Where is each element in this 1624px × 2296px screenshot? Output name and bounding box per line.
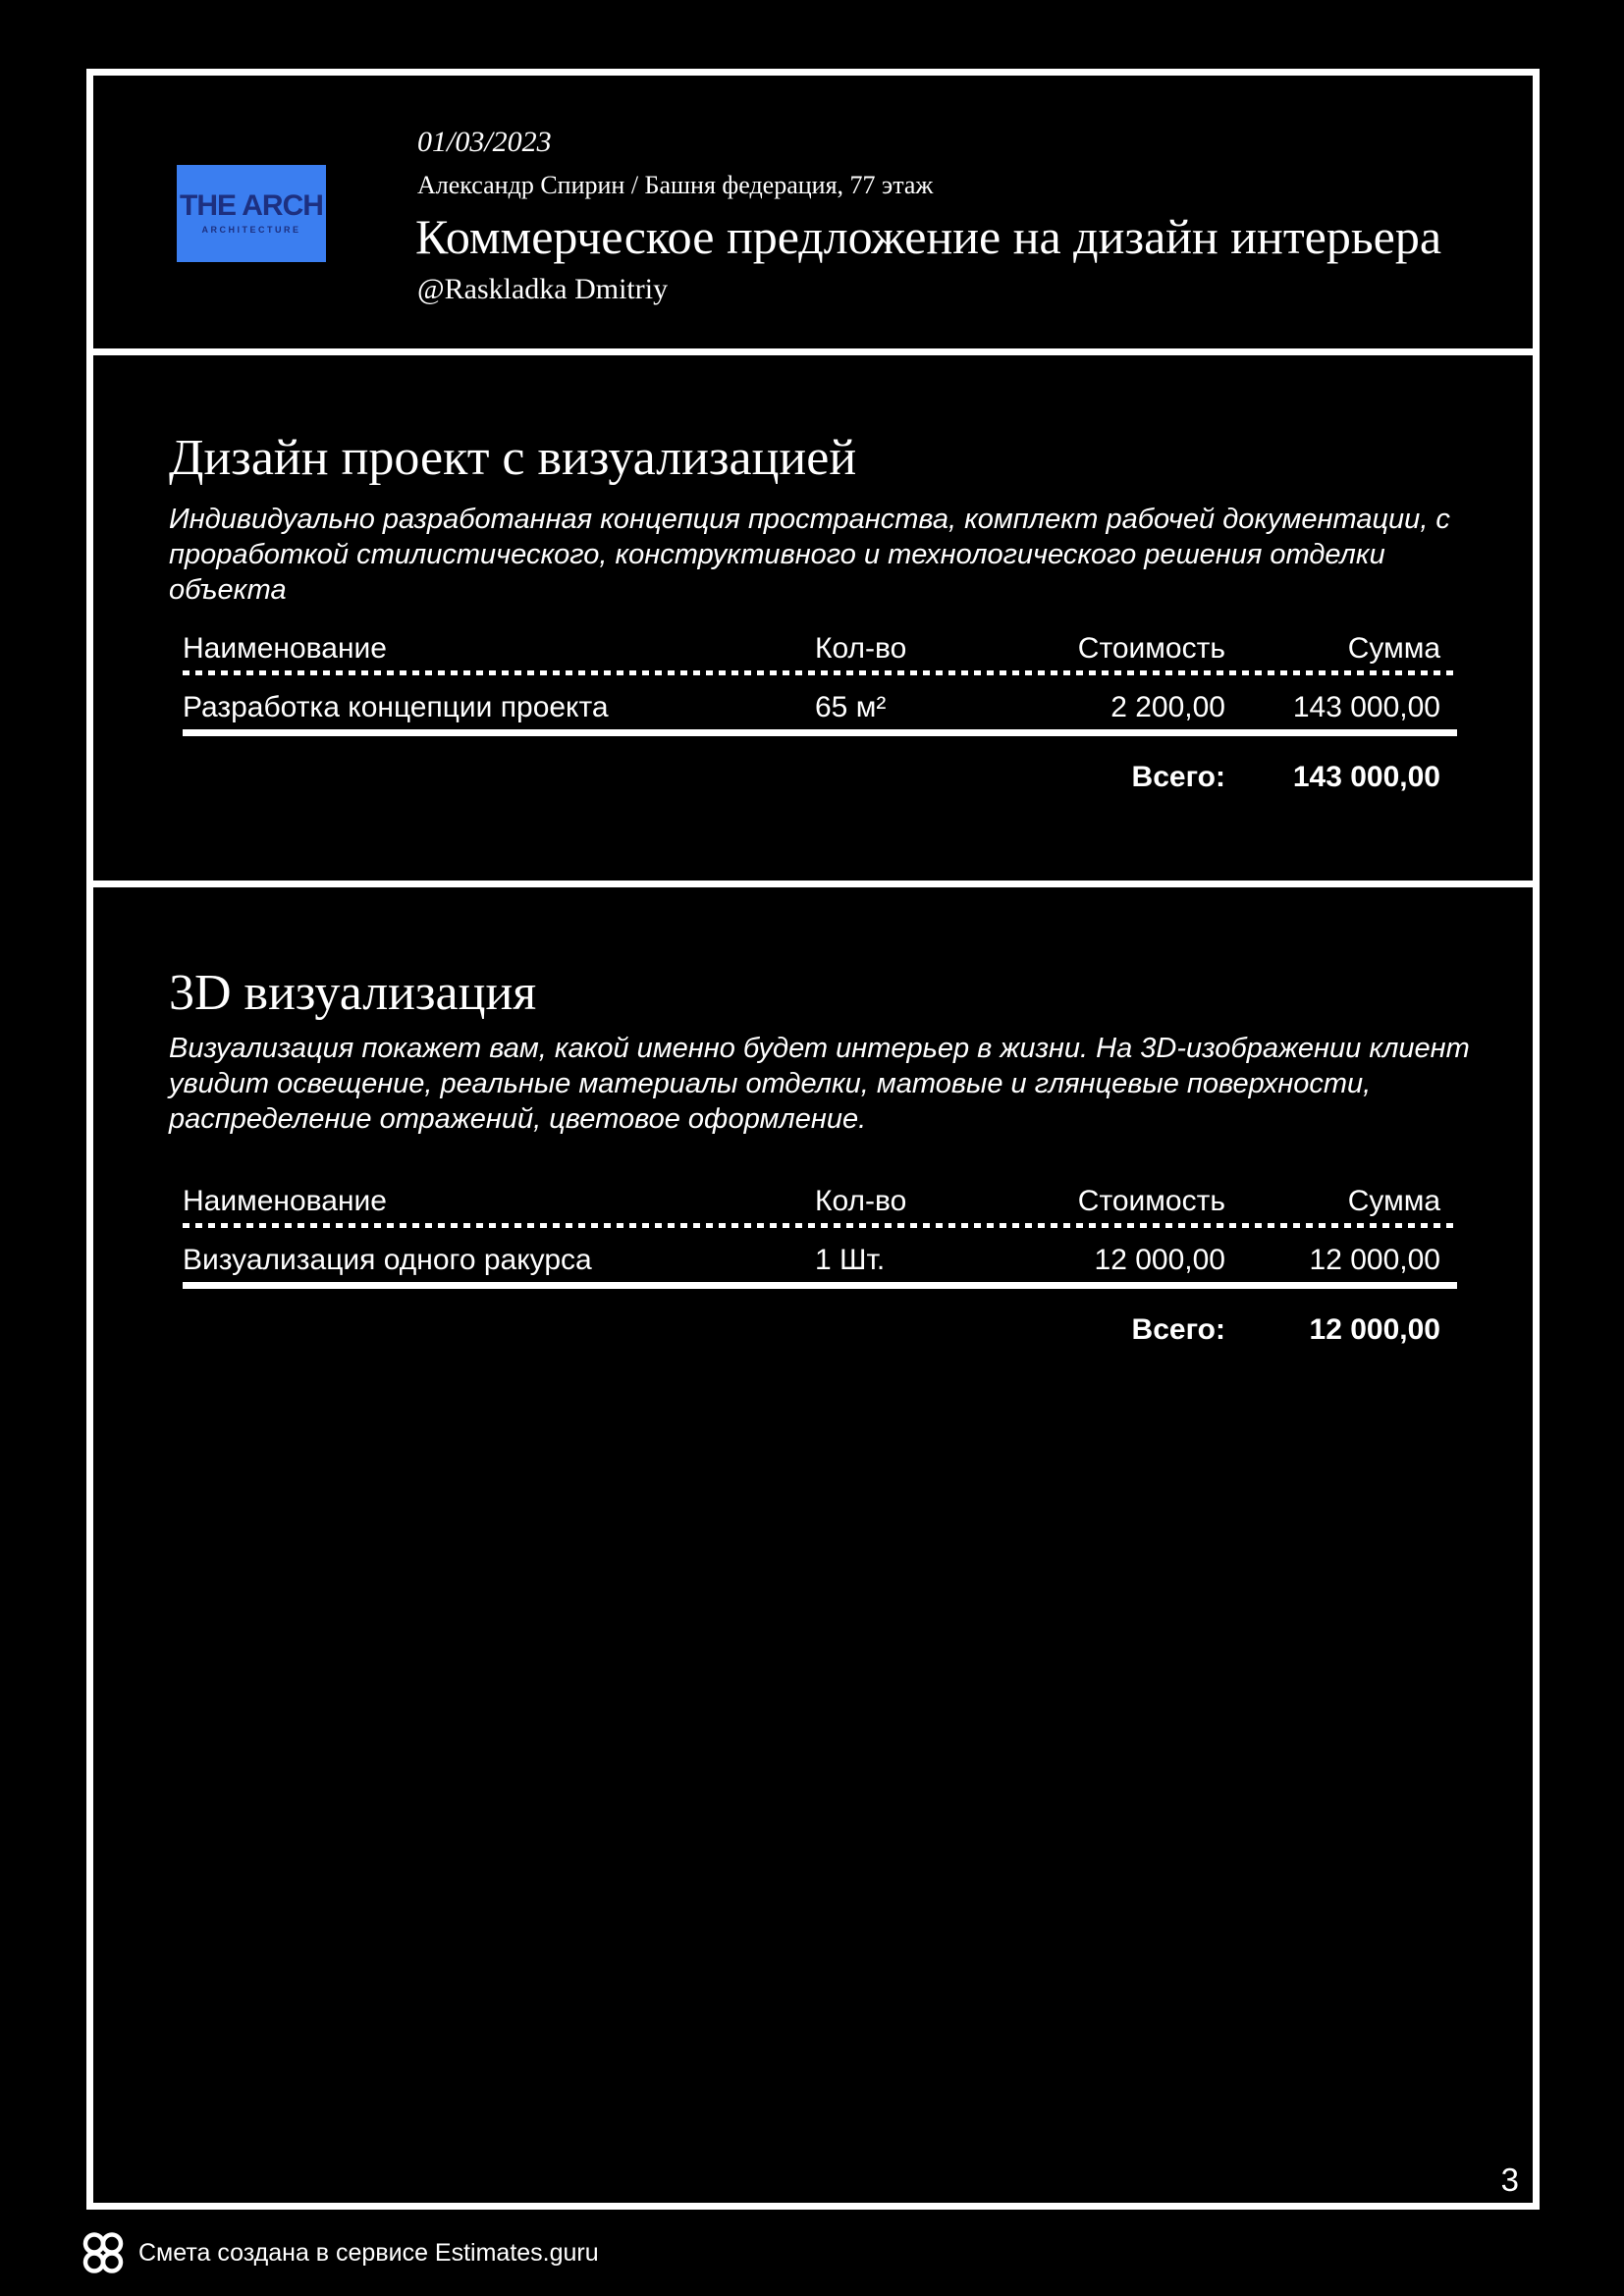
column-header-price: Стоимость: [1077, 1185, 1225, 1217]
page-title: Коммерческое предложение на дизайн интерьера: [415, 209, 1442, 264]
dotted-separator: [183, 1223, 1457, 1228]
table-header-row: [183, 1184, 1457, 1219]
cell-sum: 143 000,00: [1292, 691, 1440, 723]
cell-qty: 1 Шт.: [815, 1244, 886, 1276]
column-header-sum: Сумма: [1347, 1185, 1440, 1217]
cell-qty: 65 м²: [815, 691, 887, 723]
table-row: [183, 690, 1457, 725]
total-value: 143 000,00: [1292, 761, 1440, 793]
table-total-row: [183, 760, 1457, 795]
section-1-table: [183, 631, 1457, 795]
cell-sum: 12 000,00: [1309, 1244, 1440, 1276]
section-2-description: Визуализация покажет вам, какой именно будет интерьер в жизни. На 3D-изображении клиент увидит освещение, реальные материалы отделки, матовые и глянцевые поверхности, распределение отражений, цветовое оформление.: [169, 1033, 1470, 1135]
company-logo: [177, 165, 326, 262]
column-header-name: Наименование: [183, 632, 387, 665]
dotted-separator: [183, 670, 1457, 675]
column-header-sum: Сумма: [1347, 632, 1440, 665]
section-2-table: [183, 1184, 1457, 1348]
logo-subtitle: ARCHITECTURE: [201, 225, 301, 235]
total-label: Всего:: [1131, 761, 1225, 793]
document-date: 01/03/2023: [417, 126, 552, 158]
header-divider: [93, 348, 1533, 355]
section-2-heading: 3D визуализация: [169, 965, 537, 1021]
column-header-qty: Кол-во: [815, 632, 907, 665]
total-label: Всего:: [1131, 1313, 1225, 1346]
table-total-row: [183, 1312, 1457, 1348]
estimates-guru-logo-icon: [81, 2232, 126, 2273]
solid-separator: [183, 1282, 1457, 1289]
table-header-row: [183, 631, 1457, 667]
page-number: 3: [1500, 2162, 1519, 2198]
client-line: Александр Спирин / Башня федерация, 77 этаж: [417, 171, 934, 199]
author-handle: @Raskladka Dmitriy: [417, 273, 669, 305]
service-note: Смета создана в сервисе Estimates.guru: [138, 2239, 599, 2267]
column-header-price: Стоимость: [1077, 632, 1225, 665]
section-divider: [93, 881, 1533, 887]
cell-price: 2 200,00: [1110, 691, 1225, 723]
page-frame: [86, 69, 1540, 2210]
column-header-name: Наименование: [183, 1185, 387, 1217]
table-row: [183, 1243, 1457, 1278]
cell-price: 12 000,00: [1094, 1244, 1225, 1276]
total-value: 12 000,00: [1309, 1313, 1440, 1346]
cell-name: Визуализация одного ракурса: [183, 1244, 592, 1276]
solid-separator: [183, 729, 1457, 736]
logo-title: THE ARCH: [180, 189, 323, 222]
column-header-qty: Кол-во: [815, 1185, 907, 1217]
cell-name: Разработка концепции проекта: [183, 691, 609, 723]
section-1-description: Индивидуально разработанная концепция пространства, комплект рабочей документации, с проработкой стилистического, конструктивного и технологического решения отделки объекта: [169, 504, 1450, 606]
footer: [81, 2230, 599, 2275]
section-1-heading: Дизайн проект с визуализацией: [169, 430, 857, 486]
